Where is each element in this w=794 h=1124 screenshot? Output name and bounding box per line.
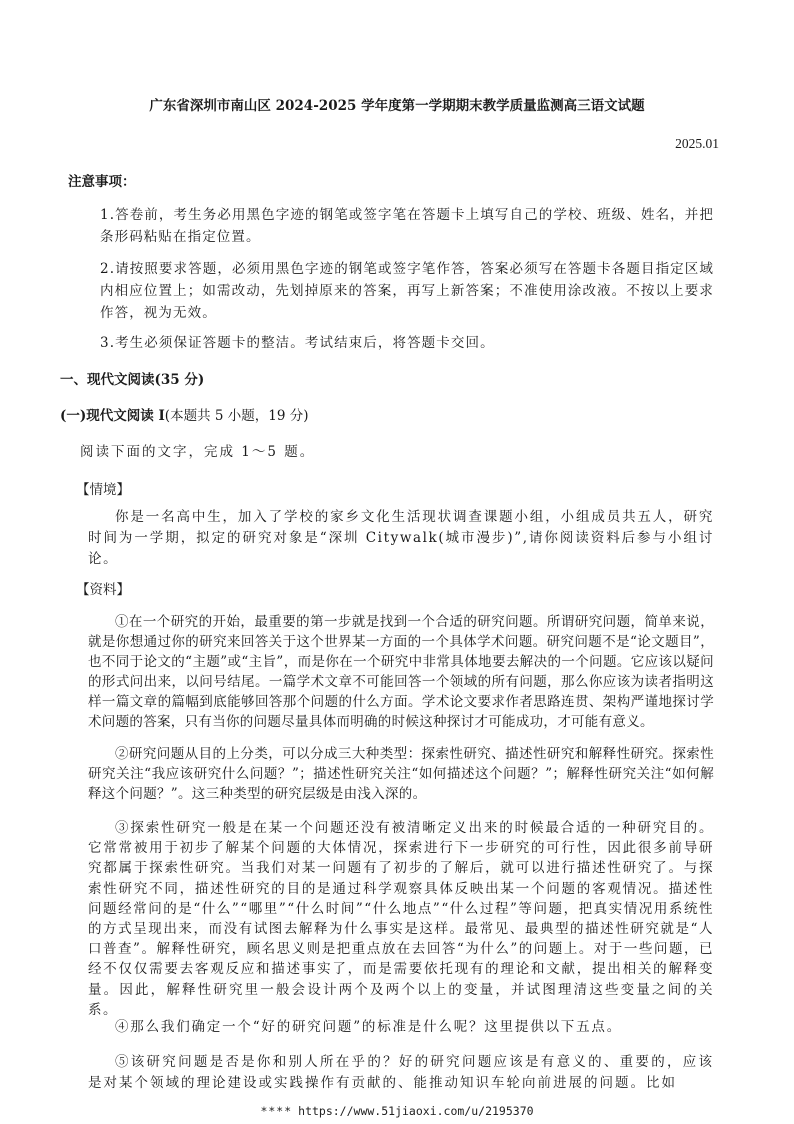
context-text: 你是一名高中生，加入了学校的家乡文化生活现状调查课题小组，小组成员共五人，研究时间为一学期，拟定的研究对象是“深圳 Citywalk(城市漫步)”,请你阅读资料后参与小组讨论。 [88,509,714,567]
notice-item-3: 3.考生必须保证答题卡的整洁。考试结束后，将答题卡交回。 [100,335,495,351]
footer-url[interactable]: https://www.51jiaoxi.com/u/2195370 [298,1104,534,1118]
notice-item-1: 1.答卷前，考生务必用黑色字迹的钢笔或签字笔在答题卡上填写自己的学校、班级、姓名，并把条形码粘贴在指定位置。 [100,207,714,245]
material-paragraph-2: ②研究问题从目的上分类，可以分成三大种类型：探索性研究、描述性研究和解释性研究。探索性研究关注“我应该研究什么问题？”；描述性研究关注“如何描述这个问题？”；解释性研究关注“如何解释这个问题？”。这三种类型的研究层级是由浅入深的。 [88,746,714,802]
subsection-note: (本题共 5 小题，19 分) [164,408,309,424]
materials-label: 【资料】 [76,582,130,598]
subsection-title: (一)现代文阅读 I [60,408,165,424]
reading-instruction: 阅读下面的文字，完成 1～5 题。 [80,444,316,460]
material-paragraph-3: ③探索性研究一般是在某一个问题还没有被清晰定义出来的时候最合适的一种研究目的。它常常被用于初步了解某个问题的大体情况，探索进行下一步研究的可行性，因此很多前导研究都属于探索性研究。当我们对某一问题有了初步的了解后，就可以进行描述性研究了。与探索性研究不同，描述性研究的目的是通过科学观察具体反映出某一个问题的客观情况。描述性问题经常问的是“什么”“哪里”“什么时间”“什么地点”“什么过程”等问题，把真实情况用系统性的方式呈现出来，而没有试图去解释为什么事实是这样。最常见、最典型的描述性研究就是“人口普查”。解释性研究，顾名思义则是把重点放在去回答“为什么”的问题上。对于一些问题，已经不仅仅需要去客观反应和描述事实了，而是需要依托现有的理论和文献，提出相关的解释变量。因此，解释性研究里一般会设计两个及两个以上的变量，并试图理清这些变量之间的关系。 [88,820,714,1018]
exam-date: 2025.01 [675,136,719,151]
context-label: 【情境】 [76,482,130,498]
page-footer [0,1104,794,1118]
material-paragraph-5: ⑤该研究问题是否是你和别人所在乎的？好的研究问题应该是有意义的、重要的，应该是对某个领域的理论建设或实践操作有贡献的、能推动知识车轮向前进展的问题。比如 [88,1054,714,1091]
material-paragraph-4: ④那么我们确定一个“好的研究问题”的标准是什么呢？这里提供以下五点。 [115,1019,623,1035]
notice-heading: 注意事项： [68,174,136,190]
section-heading: 一、现代文阅读(35 分) [60,372,205,388]
subsection-heading [60,406,308,426]
notice-item-2: 2.请按照要求答题，必须用黑色字迹的钢笔或签字笔作答，答案必须写在答题卡各题目指定区域内相应位置上；如需改动，先划掉原来的答案，再写上新答案；不准使用涂改液。不按以上要求作答，视为无效。 [100,261,714,321]
material-paragraph-1: ①在一个研究的开始，最重要的第一步就是找到一个合适的研究问题。所谓研究问题，简单来说，就是你想通过你的研究来回答关于这个世界某一方面的一个具体学术问题。研究问题不是“论文题目”，也不同于论文的“主题”或“主旨”，而是你在一个研究中非常具体地要去解决的一个问题。它应该以疑问的形式问出来，以问号结尾。一篇学术文章不可能回答一个领域的所有问题，那么你应该为读者指明这样一篇文章的篇幅到底能够回答那个问题的什么方面。学术论文要求作者思路连贯、架构严谨地探讨学术问题的答案，只有当你的问题尽量具体而明确的时候这种探讨才可能成功，才可能有意义。 [88,614,714,730]
exam-title: 广东省深圳市南山区 2024-2025 学年度第一学期期末教学质量监测高三语文试题 [149,98,645,114]
footer-stars: **** [260,1104,293,1118]
